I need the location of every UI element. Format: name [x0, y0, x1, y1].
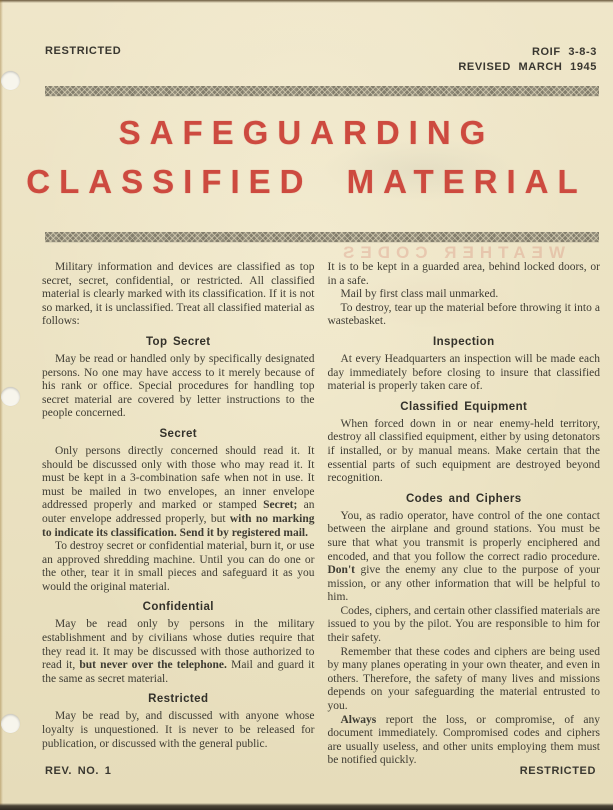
classification-footer: RESTRICTED [519, 765, 596, 777]
page-title [0, 108, 613, 206]
classification-header: RESTRICTED [45, 45, 122, 57]
paragraph: You, as radio operator, have control of the one contact between the airplane and ground stations. You must be sure that what you transmit is properly enciphered and encoded, and that you follow the correct radio procedure. Don't give the enemy any clue to the purpose of your mission, or any other information that will be helpful to him. [327, 509, 600, 604]
paragraph: Codes, ciphers, and certain other classified materials are issued to you by the pilot. You are responsible to him for their safety. [327, 604, 600, 645]
section-heading: Restricted [148, 693, 209, 706]
bleedthrough-text: WEATHER CODES [337, 243, 565, 262]
paragraph: To destroy, tear up the material before throwing it into a wastebasket. [327, 301, 600, 328]
page-header [45, 45, 597, 75]
paragraph: To destroy secret or confidential material, burn it, or use an approved shredding machine. Until you can do one or the other, tear it in small pieces and safeguard it as you would the original material. [42, 540, 315, 593]
paragraph: May be read by, and discussed with anyone whose loyalty is unquestioned. It is never to be released for publication, or discussed with the general public. [42, 710, 315, 750]
punch-hole [1, 714, 20, 733]
paragraph: Always report the loss, or compromise, of any document immediately. Compromised codes and ciphers are usually useless, and other units employing them must be notified quickly. [327, 713, 600, 766]
page-top-edge [0, 0, 613, 3]
punch-hole [1, 71, 20, 90]
paragraph: Mail by first class mail unmarked. [340, 288, 499, 301]
paragraph: At every Headquarters an inspection will be made each day immediately before closing to insure that classified material is properly taken care of. [327, 352, 600, 393]
page-title-line2: CLASSIFIED MATERIAL [26, 163, 587, 200]
section-heading: Classified Equipment [400, 400, 528, 413]
paragraph: Military information and devices are classified as top secret, secret, confidential, or restricted. All classified material is clearly marked with its classification. If it is not so marked, it is unclassified. Treat all classified material as follows: [42, 261, 315, 328]
paragraph: Only persons directly concerned should read it. It should be discussed only with those who may read it. It must be kept in a 3-combination safe when not in use. It must be mailed in two envelopes, an inner envelope addressed properly and marked or stamped Secret; an outer envelope addressed properly, but with no marking to indicate its classification. Send it by registered mail. [42, 444, 315, 539]
revision-number: REV. NO. 1 [45, 765, 112, 777]
page-footer [45, 765, 596, 777]
divider-bar-middle [45, 232, 599, 242]
body-columns [42, 261, 600, 766]
paragraph: Remember that these codes and ciphers are being used by many planes operating in your own theater, and even in others. Therefore, the safety of many lives and missions depends on your safeguarding the material entrusted to you. [327, 645, 600, 713]
section-heading: Codes and Ciphers [405, 492, 522, 505]
paragraph: May be read only by persons in the military establishment and by civilians whose duties require that they read it. It may be discussed with those authorized to read it, but never over the telephone. Mail and guard it the same as secret material. [42, 618, 315, 685]
left-column [42, 261, 315, 766]
right-column [328, 261, 601, 766]
revision-date: REVISED MARCH 1945 [458, 61, 597, 73]
section-heading: Confidential [142, 601, 214, 614]
punch-hole [1, 387, 20, 406]
document-id-block [458, 45, 597, 75]
section-heading: Secret [159, 427, 198, 440]
section-heading: Top Secret [145, 335, 211, 348]
paragraph: It is to be kept in a guarded area, behind locked doors, or in a safe. [327, 261, 600, 287]
paragraph: May be read or handled only by specifically designated persons. No one may have access to it merely because of his rank or office. Special procedures for handling top secret material are covered by letter instructions to the people concerned. [42, 352, 315, 420]
divider-bar-top [45, 86, 599, 96]
page-title-line1: SAFEGUARDING [118, 114, 495, 151]
document-number: ROIF 3-8-3 [531, 46, 597, 58]
page-bottom-edge [0, 803, 613, 810]
section-heading: Inspection [432, 335, 495, 348]
paragraph: When forced down in or near enemy-held territory, destroy all classified equipment, either by using detonators if installed, or by manual means. Make certain that the essential parts of such equipment are destroyed beyond recognition. [327, 417, 600, 485]
